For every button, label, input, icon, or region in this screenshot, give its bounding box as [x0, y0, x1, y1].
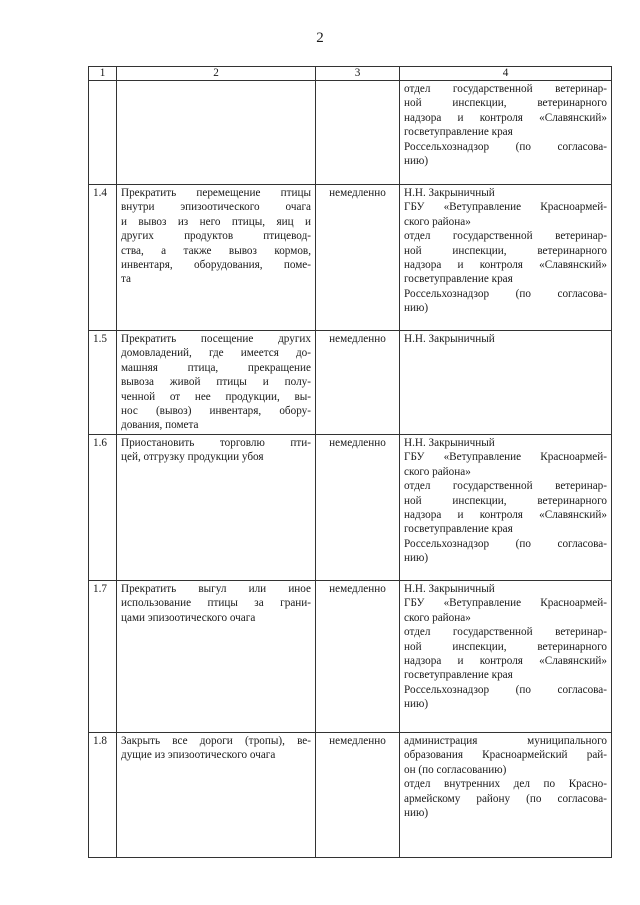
cell-line: ского района»: [404, 465, 471, 478]
cell-line: цами эпизоотического очага: [121, 611, 256, 624]
row-responsible: [400, 331, 612, 435]
row-term: немедленно: [316, 331, 400, 435]
cell-line: Прекратить посещение других: [121, 333, 311, 345]
row-action: [117, 435, 316, 581]
row-action: [117, 331, 316, 435]
table-row: [89, 331, 612, 435]
cell-line: вывоза живой птицы и полу-: [121, 376, 311, 389]
cell-line: надзора и контроля «Славянский»: [404, 509, 607, 522]
cell-line: Россельхознадзор (по согласова-: [404, 537, 607, 550]
table-body: [89, 81, 612, 858]
cell-line: надзора и контроля «Славянский»: [404, 259, 607, 272]
cell-line: Россельхознадзор (по согласова-: [404, 287, 607, 300]
cell-line: армейскому району (по согласова-: [404, 792, 607, 805]
row-number: 1.8: [89, 733, 117, 858]
cell-line: и вывоз из него птицы, яиц и: [121, 215, 311, 228]
cell-line: ной инспекции, ветеринарного: [404, 494, 607, 507]
header-col-4: 4: [400, 67, 612, 81]
cell-line: ства, а также вывоз кормов,: [121, 244, 311, 257]
row-number: [89, 81, 117, 185]
cell-line: цей, отгрузку продукции убоя: [121, 451, 264, 464]
cell-line: ной инспекции, ветеринарного: [404, 244, 607, 257]
cell-line: надзора и контроля «Славянский»: [404, 655, 607, 668]
header-col-2: 2: [117, 67, 316, 81]
cell-line: отдел внутренних дел по Красно-: [404, 778, 607, 791]
cell-line: Прекратить выгул или иное: [121, 583, 311, 595]
page-number: 2: [316, 30, 324, 46]
cell-line: Россельхознадзор (по согласова-: [404, 683, 607, 696]
cell-line: нию): [404, 807, 429, 820]
cell-line: администрация муниципального: [404, 735, 607, 747]
table-header-row: [89, 67, 612, 81]
cell-line: Закрыть все дороги (тропы), ве-: [121, 735, 311, 747]
row-term: немедленно: [316, 733, 400, 858]
row-responsible: [400, 81, 612, 185]
cell-line: инвентаря, оборудования, поме-: [121, 259, 311, 272]
cell-line: отдел государственной ветеринар-: [404, 230, 607, 243]
cell-line: он (по согласованию): [404, 763, 507, 776]
cell-line: ной инспекции, ветеринарного: [404, 640, 607, 653]
cell-line: ной инспекции, ветеринарного: [404, 97, 607, 110]
row-number: 1.4: [89, 185, 117, 331]
table-row: [89, 733, 612, 858]
row-responsible: [400, 435, 612, 581]
cell-line: госветуправление края: [404, 523, 513, 536]
cell-line: госветуправление края: [404, 273, 513, 286]
cell-line: ского района»: [404, 215, 471, 228]
cell-line: Россельхознадзор (по согласова-: [404, 140, 607, 153]
cell-line: отдел государственной ветеринар-: [404, 626, 607, 639]
row-number: 1.7: [89, 581, 117, 733]
table-row: [89, 185, 612, 331]
header-col-3: 3: [316, 67, 400, 81]
cell-line: нос (вывоз) инвентаря, обору-: [121, 405, 311, 418]
row-number: 1.5: [89, 331, 117, 435]
cell-line: дущие из эпизоотического очага: [121, 749, 276, 762]
header-col-1: 1: [89, 67, 117, 81]
cell-line: нию): [404, 302, 429, 315]
table-row: [89, 81, 612, 185]
cell-line: ченной от нее продукции, вы-: [121, 390, 311, 403]
cell-line: Н.Н. Закрыничный: [404, 333, 495, 345]
row-action: [117, 733, 316, 858]
cell-line: нию): [404, 155, 429, 168]
cell-line: отдел государственной ветеринар-: [404, 480, 607, 493]
cell-line: нию): [404, 698, 429, 711]
row-responsible: [400, 733, 612, 858]
row-term: немедленно: [316, 185, 400, 331]
cell-line: домовладений, где имеется до-: [121, 347, 311, 360]
cell-line: Н.Н. Закрыничный: [404, 187, 495, 199]
cell-line: госветуправление края: [404, 669, 513, 682]
row-term: немедленно: [316, 581, 400, 733]
row-action: [117, 81, 316, 185]
cell-line: нию): [404, 552, 429, 565]
cell-line: использование птицы за грани-: [121, 597, 311, 610]
cell-line: машняя птица, прекращение: [121, 361, 311, 374]
cell-line: внутри эпизоотического очага: [121, 201, 311, 214]
row-number: 1.6: [89, 435, 117, 581]
measures-table: [88, 66, 612, 858]
table-row: [89, 581, 612, 733]
cell-line: та: [121, 273, 131, 286]
table-row: [89, 435, 612, 581]
cell-line: Н.Н. Закрыничный: [404, 437, 495, 449]
cell-line: ского района»: [404, 611, 471, 624]
row-responsible: [400, 581, 612, 733]
cell-line: Прекратить перемещение птицы: [121, 187, 311, 199]
row-term: немедленно: [316, 435, 400, 581]
cell-line: отдел государственной ветеринар-: [404, 83, 607, 95]
cell-line: ГБУ «Ветуправление Красноармей-: [404, 597, 607, 610]
cell-line: ГБУ «Ветуправление Красноармей-: [404, 451, 607, 464]
row-action: [117, 185, 316, 331]
row-action: [117, 581, 316, 733]
cell-line: госветуправление края: [404, 126, 513, 139]
cell-line: других продуктов птицевод-: [121, 230, 311, 243]
cell-line: образования Красноармейский рай-: [404, 749, 607, 762]
cell-line: дования, помета: [121, 419, 199, 432]
cell-line: ГБУ «Ветуправление Красноармей-: [404, 201, 607, 214]
row-term: [316, 81, 400, 185]
cell-line: надзора и контроля «Славянский»: [404, 111, 607, 124]
row-responsible: [400, 185, 612, 331]
cell-line: Приостановить торговлю пти-: [121, 437, 311, 449]
cell-line: Н.Н. Закрыничный: [404, 583, 495, 595]
